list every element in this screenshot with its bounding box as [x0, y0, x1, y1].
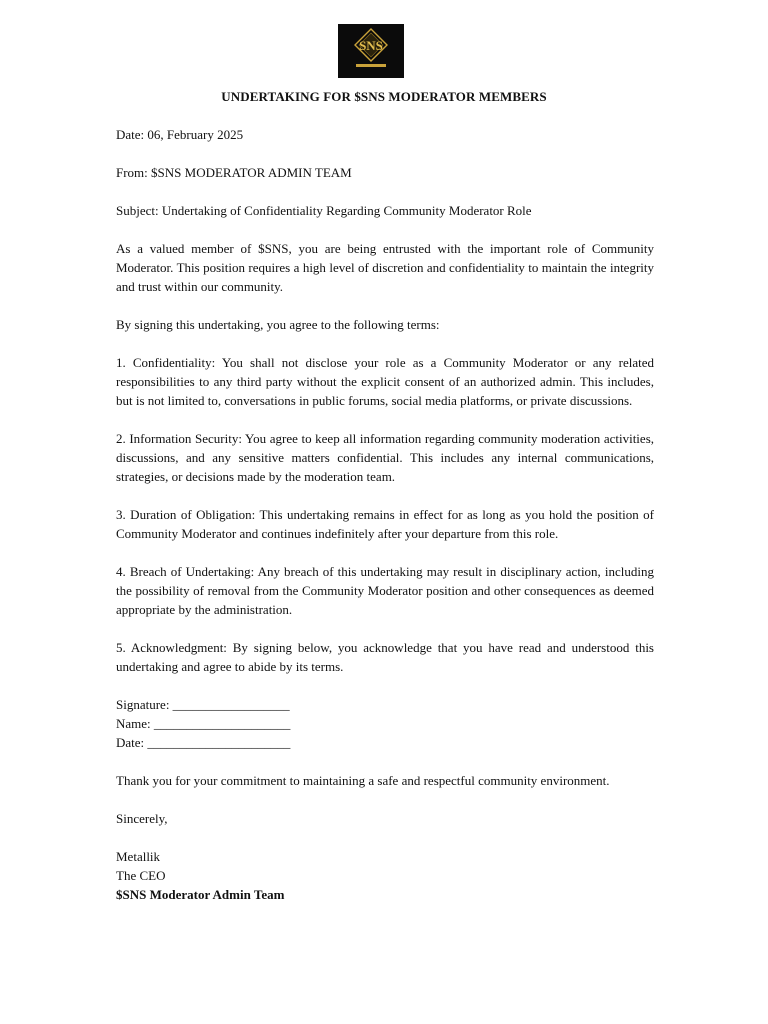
term-breach: 4. Breach of Undertaking: Any breach of this undertaking may result in disciplinary action, including the possibility of removal from the Community Moderator position and other consequences as deemed appropriate by the administration. [116, 564, 654, 617]
intro-paragraph: As a valued member of $SNS, you are being entrusted with the important role of Community Moderator. This position requires a high level of discretion and confidentiality to maintain the integrity and trust within our community. [116, 241, 654, 294]
agree-line: By signing this undertaking, you agree to the following terms: [116, 317, 440, 332]
signature-line: Signature: __________________ [116, 697, 290, 712]
signoff-role: The CEO [116, 868, 166, 883]
document-title: UNDERTAKING FOR $SNS MODERATOR MEMBERS [221, 89, 547, 104]
signoff-team: $SNS Moderator Admin Team [116, 887, 285, 902]
term-confidentiality: 1. Confidentiality: You shall not disclose your role as a Community Moderator or any related responsibilities to any third party without the explicit consent of an authorized admin. This includes, but is not limited to, conversations in public forums, social media platforms, or private discussions. [116, 355, 654, 408]
term-information-security: 2. Information Security: You agree to keep all information regarding community moderation activities, discussions, and any sensitive matters confidential. This includes any internal communications, strategies, or decisions made by the moderation team. [116, 431, 654, 484]
term-acknowledgment: 5. Acknowledgment: By signing below, you acknowledge that you have read and understood this undertaking and agree to abide by its terms. [116, 640, 654, 674]
signature-block [116, 695, 654, 752]
signoff-name: Metallik [116, 849, 161, 864]
from-line: From: $SNS MODERATOR ADMIN TEAM [116, 165, 352, 180]
signature-date-line: Date: ______________________ [116, 735, 291, 750]
sns-logo [338, 24, 404, 78]
thanks-line: Thank you for your commitment to maintaining a safe and respectful community environment. [116, 773, 610, 788]
subject-line: Subject: Undertaking of Confidentiality Regarding Community Moderator Role [116, 203, 532, 218]
document-body [116, 125, 654, 904]
name-line: Name: _____________________ [116, 716, 291, 731]
sns-logo-icon [338, 24, 404, 78]
signoff-block [116, 847, 654, 904]
term-duration: 3. Duration of Obligation: This undertaking remains in effect for as long as you hold the position of Community Moderator and continues indefinitely after your departure from this role. [116, 507, 654, 541]
sincerely-line: Sincerely, [116, 811, 168, 826]
svg-text:SNS: SNS [359, 38, 383, 53]
date-line: Date: 06, February 2025 [116, 127, 244, 142]
